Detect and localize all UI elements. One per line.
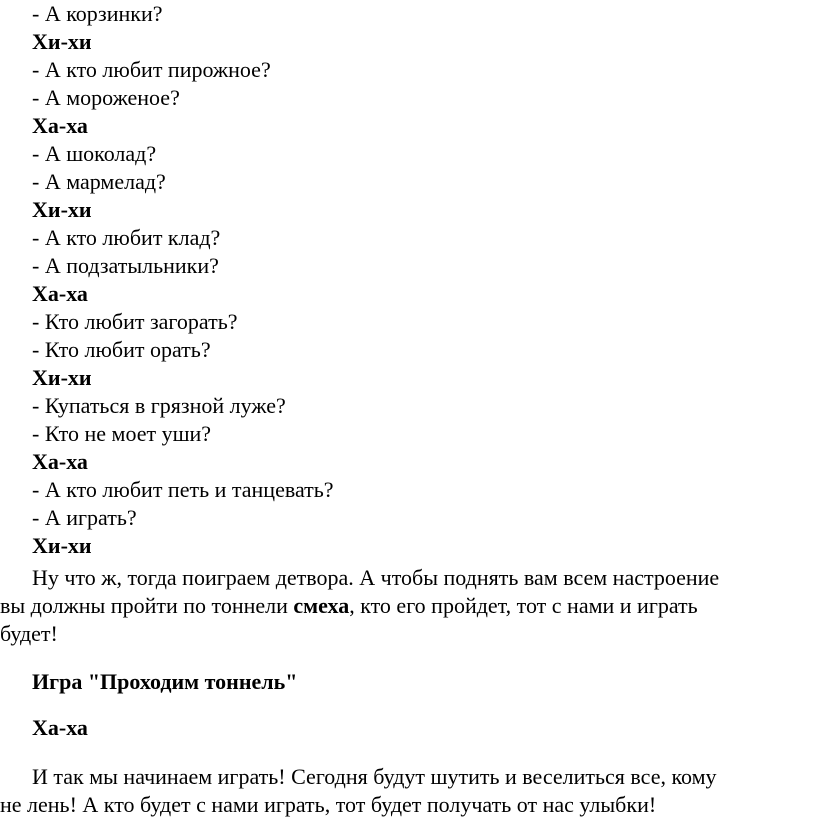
dialog-line: - А мороженое?: [32, 85, 180, 110]
dialog-line: - Кто не моет уши?: [32, 421, 212, 446]
dialog-line: - А корзинки?: [32, 1, 163, 26]
paragraph-start-game: [0, 763, 816, 819]
paragraph-tunnel-intro: [0, 564, 816, 648]
dialog-line: - Купаться в грязной луже?: [32, 393, 286, 418]
dialog-line: - А кто любит пирожное?: [32, 57, 271, 82]
speaker-label: Хи-хи: [32, 365, 92, 390]
text-run: , кто его пройдет, тот с нами и играть: [349, 593, 698, 618]
dialog-line: - А подзатыльники?: [32, 253, 219, 278]
bold-word: смеха: [293, 593, 350, 618]
speaker-label: Ха-ха: [32, 449, 88, 474]
speaker-label: Хи-хи: [32, 197, 92, 222]
paragraph-line: Ну что ж, тогда поиграем детвора. А чтобы поднять вам всем настроение: [32, 565, 720, 590]
dialog-line: - А кто любит клад?: [32, 225, 221, 250]
dialog-line: - А кто любит петь и танцевать?: [32, 477, 334, 502]
paragraph-line: И так мы начинаем играть! Сегодня будут шутить и веселиться все, кому: [32, 764, 717, 789]
paragraph-line: [0, 592, 816, 620]
speaker-label: Хи-хи: [32, 29, 92, 54]
speaker-label: Хи-хи: [32, 533, 92, 558]
dialog-line: - А мармелад?: [32, 169, 166, 194]
dialog-line: - Кто любит орать?: [32, 337, 211, 362]
paragraph-line: не лень! А кто будет с нами играть, тот будет получать от нас улыбки!: [0, 792, 657, 817]
speaker-label: Ха-ха: [32, 281, 88, 306]
dialog-line: - Кто любит загорать?: [32, 309, 238, 334]
paragraph-line: будет!: [0, 621, 58, 646]
dialog-line: - А играть?: [32, 505, 137, 530]
dialog-line: - А шоколад?: [32, 141, 157, 166]
game-heading: Игра "Проходим тоннель": [32, 669, 298, 694]
speaker-label: Ха-ха: [32, 113, 88, 138]
text-run: вы должны пройти по тоннели: [0, 593, 294, 618]
speaker-label: Ха-ха: [32, 715, 88, 740]
